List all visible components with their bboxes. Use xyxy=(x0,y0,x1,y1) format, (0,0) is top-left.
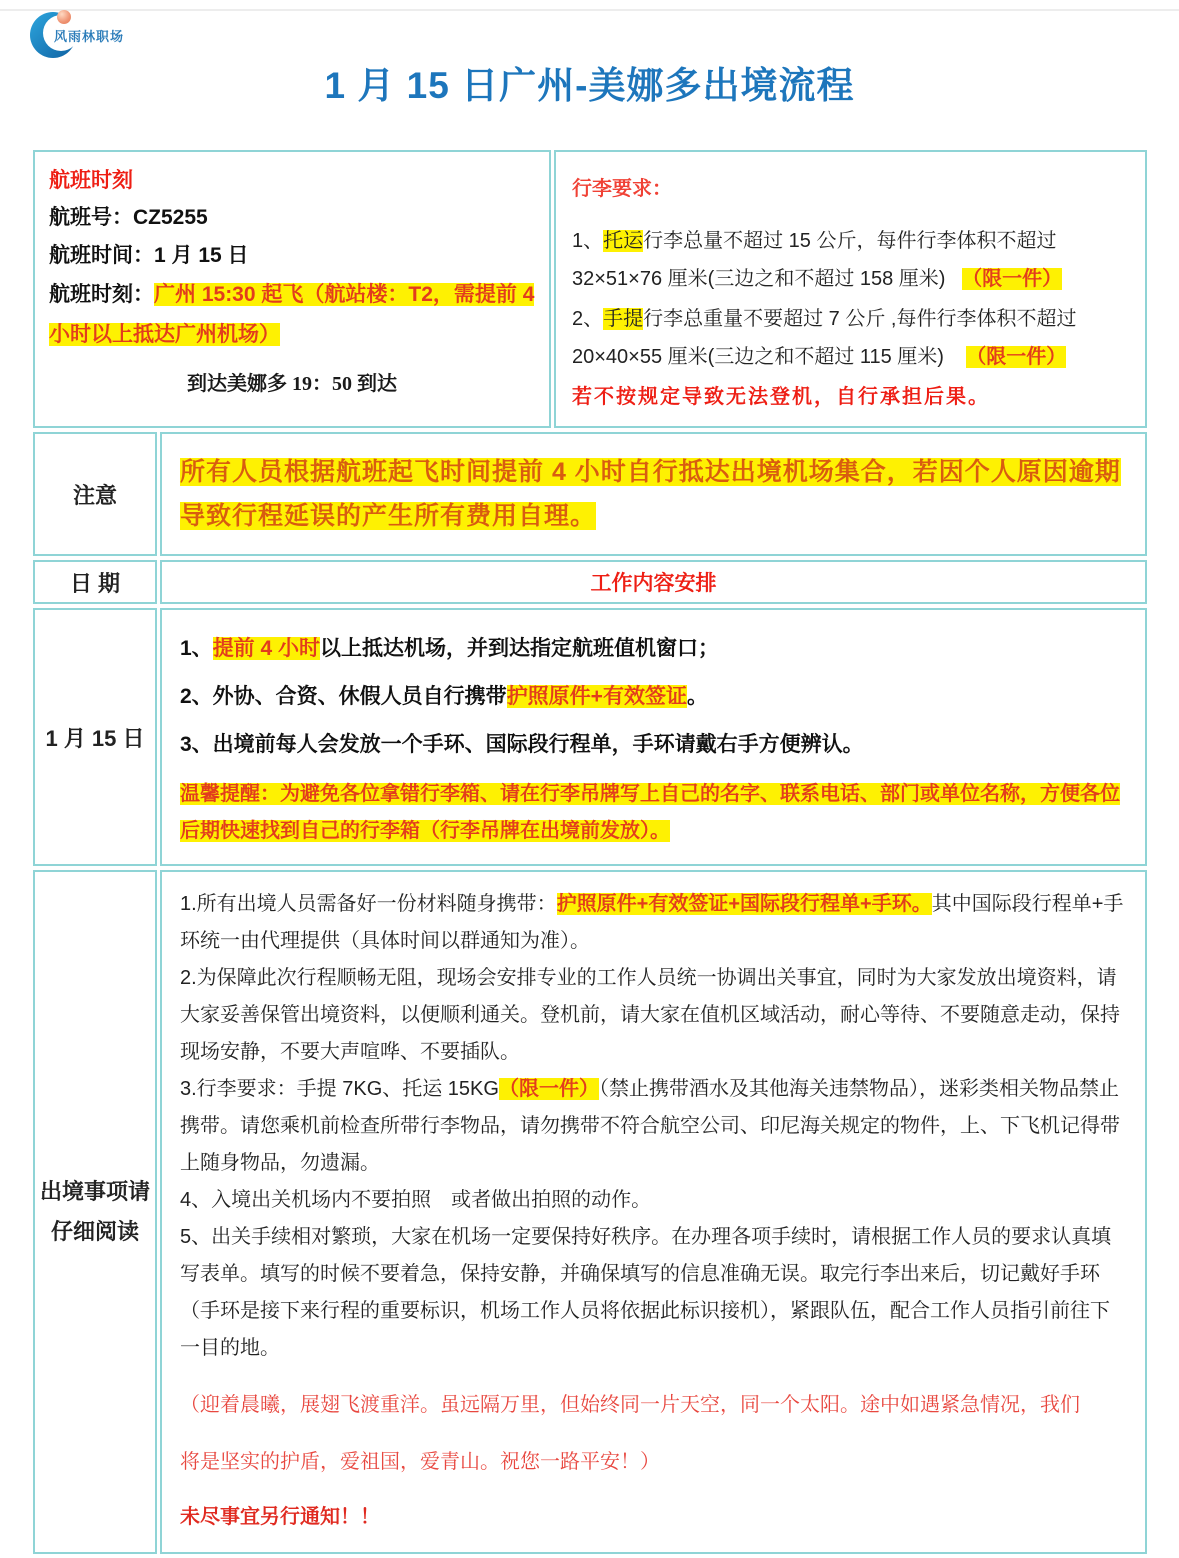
page-title: 1 月 15 日广州-美娜多出境流程 xyxy=(324,65,855,106)
checked-limit-highlight: （限一件） xyxy=(962,268,1063,290)
work-content-header: 工作内容安排 xyxy=(590,572,717,595)
details-label xyxy=(33,870,157,1554)
baggage-item-checked: 1、托运行李总量不超过 15 公斤，每件行李体积不超过 32×51×76 厘米(三边之和不超过 158 厘米) （限一件） xyxy=(572,230,1063,290)
day-schedule-row xyxy=(33,608,1147,866)
details-content-cell xyxy=(160,870,1147,1554)
flight-time-highlight: 广州 15:30 起飞（航站楼：T2，需提前 4 小时以上抵达广州机场） xyxy=(49,283,535,346)
flight-time-label: 航班时刻： xyxy=(49,283,154,306)
schedule-header-row xyxy=(33,560,1147,604)
itinerary-table xyxy=(33,150,1147,1558)
notice-row xyxy=(33,432,1147,556)
flight-number: 航班号：CZ5255 xyxy=(49,206,208,229)
arrive-early-highlight: 提前 4 小时 xyxy=(212,637,321,660)
luggage-tag-reminder xyxy=(180,776,1127,850)
day-content-cell xyxy=(160,608,1147,866)
arrival-time: 到达美娜多 19：50 到达 xyxy=(187,373,397,395)
carryon-baggage-highlight: 手提 xyxy=(603,308,644,330)
passport-visa-highlight: 护照原件+有效签证 xyxy=(506,685,687,708)
baggage-requirements-cell xyxy=(554,150,1147,428)
details-paragraph-4: 4、入境出关机场内不要拍照 或者做出拍照的动作。 xyxy=(180,1189,652,1211)
closing-message-line2: 将是坚实的护盾，爱祖国，爱青山。祝您一路平安！） xyxy=(180,1451,660,1473)
baggage-warning: 若不按规定导致无法登机，自行承担后果。 xyxy=(572,386,990,408)
flight-date: 航班时间：1 月 15 日 xyxy=(49,244,249,267)
baggage-heading: 行李要求： xyxy=(572,178,672,200)
reminder-highlight: 温馨提醒：为避免各位拿错行李箱、请在行李吊牌写上自己的名字、联系电话、部门或单位名称，方便各位后期快速找到自己的行李箱（行李吊牌在出境前发放）。 xyxy=(180,783,1120,842)
flight-baggage-row xyxy=(33,150,1147,428)
departure-details-row xyxy=(33,870,1147,1554)
notice-highlight-text: 所有人员根据航班起飞时间提前 4 小时自行抵达出境机场集合，若因个人原因逾期导致行程延误的产生所有费用自理。 xyxy=(180,458,1121,530)
notice-label: 注意 xyxy=(33,432,157,556)
materials-highlight: 护照原件+有效签证+国际段行程单+手环。 xyxy=(556,893,932,915)
logo-text: 风雨林职场 xyxy=(54,29,125,44)
date-column-header: 日 期 xyxy=(33,560,157,604)
flight-time-line xyxy=(49,275,535,355)
limit-one-highlight: （限一件） xyxy=(498,1078,599,1100)
flight-info-cell xyxy=(33,150,551,428)
closing-message-line1: （迎着晨曦，展翅飞渡重洋。虽远隔万里，但始终同一片天空，同一个太阳。途中如遇紧急情况，我们 xyxy=(180,1394,1080,1416)
details-paragraph-1: 1.所有出境人员需备好一份材料随身携带：护照原件+有效签证+国际段行程单+手环。其中国际段行程单+手环统一由代理提供（具体时间以群通知为准）。 xyxy=(180,893,1124,952)
carryon-limit-highlight: （限一件） xyxy=(966,346,1067,368)
work-content-header-cell xyxy=(160,560,1147,604)
day-date-label: 1 月 15 日 xyxy=(33,608,157,866)
details-label-line1: 出境事项请 xyxy=(39,1179,150,1204)
flight-schedule-heading: 航班时刻 xyxy=(49,169,133,192)
day-item-3: 3、出境前每人会发放一个手环、国际段行程单，手环请戴右手方便辨认。 xyxy=(180,733,864,756)
baggage-item-carryon: 2、手提行李总重量不要超过 7 公斤 ,每件行李体积不超过 20×40×55 厘米(三边之和不超过 115 厘米) （限一件） xyxy=(572,308,1077,368)
orange-dot-icon xyxy=(57,10,71,24)
day-item-1: 1、提前 4 小时以上抵达机场，并到达指定航班值机窗口； xyxy=(180,637,720,660)
details-paragraph-3: 3.行李要求：手提 7KG、托运 15KG（限一件）（禁止携带酒水及其他海关违禁物品），迷彩类相关物品禁止携带。请您乘机前检查所带行李物品，请勿携带不符合航空公司、印尼海关规定的物件，上、下飞机记得带上随身物品，勿遗漏。 xyxy=(180,1078,1120,1174)
notice-content-cell xyxy=(160,432,1147,556)
further-notice-line: 未尽事宜另行通知！！ xyxy=(180,1506,380,1528)
details-label-line2: 仔细阅读 xyxy=(50,1219,139,1244)
details-paragraph-5: 5、出关手续相对繁琐，大家在机场一定要保持好秩序。在办理各项手续时，请根据工作人员的要求认真填写表单。填写的时候不要着急，保持安静，并确保填写的信息准确无误。取完行李出来后，切记戴好手环（手环是接下来行程的重要标识，机场工作人员将依据此标识接机），紧跟队伍，配合工作人员指引前往下一目的地。 xyxy=(180,1226,1112,1359)
checked-baggage-highlight: 托运 xyxy=(603,230,644,252)
details-paragraph-2: 2.为保障此次行程顺畅无阻，现场会安排专业的工作人员统一协调出关事宜，同时为大家发放出境资料，请大家妥善保管出境资料，以便顺利通关。登机前，请大家在值机区域活动，耐心等待、不要随意走动，保持现场安静，不要大声喧哗、不要插队。 xyxy=(180,967,1120,1063)
day-item-2: 2、外协、合资、休假人员自行携带护照原件+有效签证。 xyxy=(180,685,708,708)
